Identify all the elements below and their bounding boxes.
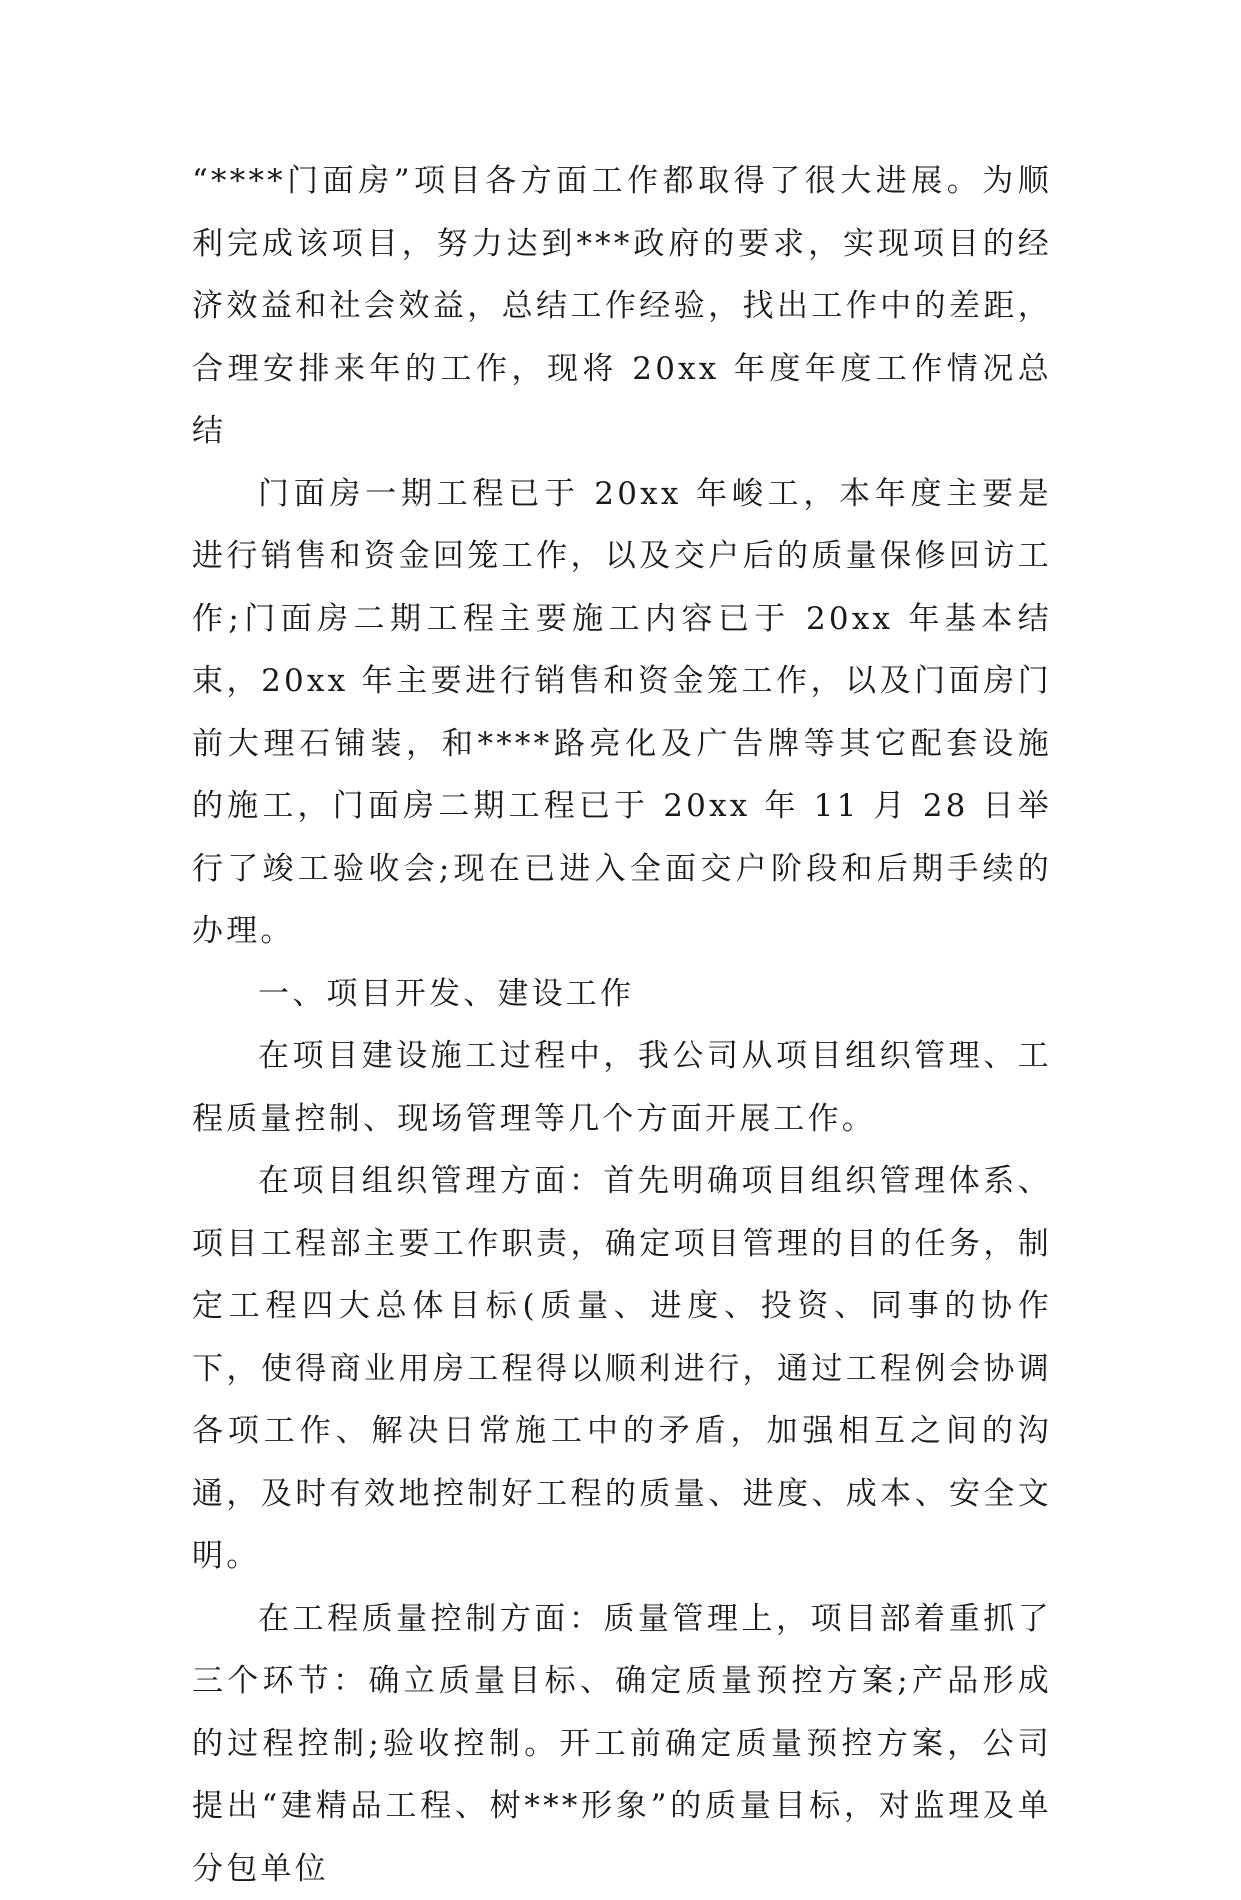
document-body bbox=[192, 150, 1052, 1900]
paragraph-construction-overview: 在项目建设施工过程中，我公司从项目组织管理、工程质量控制、现场管理等几个方面开展工作。 bbox=[192, 1025, 1052, 1150]
paragraph-intro-continued: “****门面房”项目各方面工作都取得了很大进展。为顺利完成该项目，努力达到***政府的要求，实现项目的经济效益和社会效益，总结工作经验，找出工作中的差距，合理安排来年的工作，现将 20xx 年度年度工作情况总结 bbox=[192, 150, 1052, 463]
paragraph-phase-progress: 门面房一期工程已于 20xx 年峻工，本年度主要是进行销售和资金回笼工作，以及交户后的质量保修回访工作;门面房二期工程主要施工内容已于 20xx 年基本结束，20xx 年主要进行销售和资金笼工作，以及门面房门前大理石铺装，和****路亮化及广告牌等其它配套设施的施工，门面房二期工程已于 20xx 年 11 月 28 日举行了竣工验收会;现在已进入全面交户阶段和后期手续的办理。 bbox=[192, 463, 1052, 963]
section-heading-project-development: 一、项目开发、建设工作 bbox=[192, 963, 1052, 1026]
paragraph-quality-control: 在工程质量控制方面：质量管理上，项目部着重抓了三个环节：确立质量目标、确定质量预控方案;产品形成的过程控制;验收控制。开工前确定质量预控方案，公司提出“建精品工程、树***形象”的质量目标，对监理及单分包单位 bbox=[192, 1588, 1052, 1900]
paragraph-organization-management: 在项目组织管理方面：首先明确项目组织管理体系、项目工程部主要工作职责，确定项目管理的目的任务，制定工程四大总体目标(质量、进度、投资、同事的协作下，使得商业用房工程得以顺利进行，通过工程例会协调各项工作、解决日常施工中的矛盾，加强相互之间的沟通，及时有效地控制好工程的质量、进度、成本、安全文明。 bbox=[192, 1150, 1052, 1588]
